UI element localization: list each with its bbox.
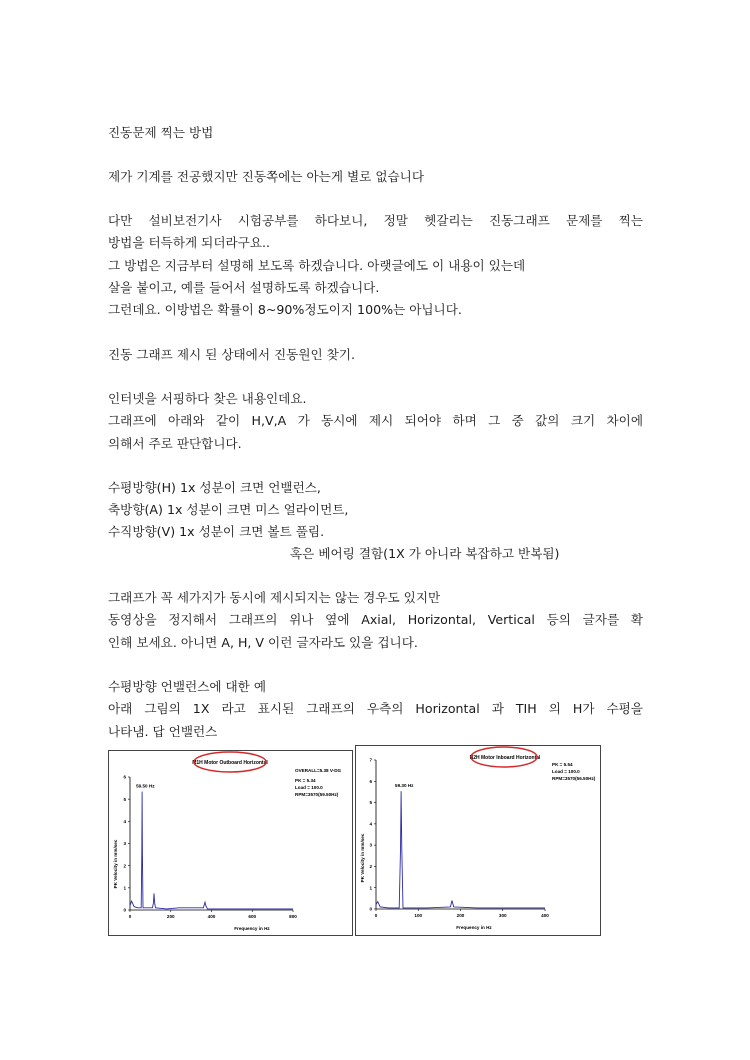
chart-title: M1H Motor Outboard Horizontal	[192, 760, 268, 766]
chart-xlabel: Frequency in Hz	[234, 926, 270, 931]
paragraph-12b: 나타냄. 답 언밸런스	[108, 724, 218, 739]
y-tick-label: 2	[369, 864, 372, 870]
x-tick-label: 400	[207, 914, 216, 919]
y-tick-label: 4	[123, 818, 126, 824]
x-tick-label: 200	[456, 913, 465, 918]
chart-ylabel: PK Velocity in mm/sec	[360, 833, 365, 883]
y-tick-label: 3	[123, 841, 126, 847]
y-tick-label: 3	[369, 842, 372, 848]
vertical-rule-line: 수직방향(V) 1x 성분이 크면 볼트 풀림.	[108, 524, 325, 539]
y-tick-label: 7	[369, 757, 372, 763]
chart-info-rpm: RPM=3570(56.50Hz)	[552, 776, 596, 781]
chart-info-pk: PK = 5.54	[552, 762, 573, 767]
y-tick-label: 0	[123, 907, 126, 913]
chart-info-pk: PK = 5.34	[295, 778, 316, 783]
paragraph-5: 그런데요. 이방법은 확률이 8~90%정도이지 100%는 아닙니다.	[108, 302, 462, 317]
paragraph-8a: 그래프에 아래와 같이 H,V,A 가 동시에 제시 되어야 하며 그 중 값의 크기 차이에	[108, 413, 643, 428]
x-tick-label: 200	[166, 914, 175, 919]
y-tick-label: 6	[123, 774, 126, 780]
y-tick-label: 5	[123, 796, 126, 802]
y-tick-label: 1	[369, 885, 372, 891]
x-tick-label: 0	[128, 914, 132, 919]
x-tick-label: 0	[374, 913, 378, 918]
paragraph-10b: 인해 보세요. 아니면 A, H, V 이런 글자라도 있을 겁니다.	[108, 635, 418, 650]
peak-label: 59.30 Hz	[395, 783, 414, 789]
y-tick-label: 6	[369, 778, 372, 784]
paragraph-6: 진동 그래프 제시 된 상태에서 진동원인 찾기.	[108, 347, 356, 362]
paragraph-3: 그 방법은 지금부터 설명해 보도록 하겠습니다. 아랫글에도 이 내용이 있는데	[108, 258, 526, 273]
spectrum-chart-n2h	[355, 745, 601, 936]
chart-xlabel: Frequency in Hz	[456, 925, 492, 930]
y-tick-label: 4	[369, 821, 372, 827]
paragraph-2b: 방법을 터득하게 되더라구요..	[108, 235, 270, 250]
x-tick-label: 300	[498, 913, 507, 918]
spectrum-chart-m1h	[108, 750, 353, 936]
y-tick-label: 0	[369, 906, 372, 912]
paragraph-4: 살을 붙이고, 예를 들어서 설명하도록 하겠습니다.	[108, 280, 380, 295]
spectrum-series-line	[376, 791, 545, 908]
axial-rule-line: 축방향(A) 1x 성분이 크면 미스 얼라이먼트,	[108, 502, 349, 517]
paragraph-12a: 아래 그림의 1X 라고 표시된 그래프의 우측의 Horizontal 과 TIH 의 H가 수평을	[108, 701, 643, 716]
chart-info-load: Load = 100.0	[295, 785, 323, 790]
y-tick-label: 5	[369, 800, 372, 806]
bearing-rule-line: 혹은 베어링 결함(1X 가 아니라 복잡하고 반복됨)	[290, 546, 560, 561]
chart-title: N2H Motor Inboard Horizontal	[469, 755, 541, 761]
x-tick-label: 400	[541, 913, 549, 918]
spectrum-chart-m1h-svg	[109, 751, 352, 935]
example-heading: 수평방향 언밸런스에 대한 예	[108, 679, 266, 694]
x-tick-label: 800	[289, 914, 297, 919]
chart-ylabel: PK Velocity in mm/sec	[113, 839, 118, 889]
paragraph-7: 인터넷을 서핑하다 찾은 내용인데요.	[108, 391, 307, 406]
peak-label: 59.50 Hz	[136, 783, 155, 789]
x-tick-label: 600	[248, 914, 257, 919]
spectrum-series-line	[130, 792, 293, 909]
chart-info-load: Load = 100.0	[552, 769, 580, 774]
y-tick-label: 2	[123, 863, 126, 869]
paragraph-8b: 의해서 주로 판단합니다.	[108, 436, 242, 451]
spectrum-chart-n2h-svg	[356, 746, 600, 935]
chart-info-overall: OVERALL=5.38 V-DG	[295, 768, 342, 773]
x-tick-label: 100	[414, 913, 423, 918]
paragraph-1: 제가 기계를 전공했지만 진동쪽에는 아는게 별로 없습니다	[108, 169, 424, 184]
paragraph-10a: 동영상을 정지해서 그래프의 위나 옆에 Axial, Horizontal, Vertical 등의 글자를 확	[108, 612, 643, 627]
paragraph-9: 그래프가 꼭 세가지가 동시에 제시되지는 않는 경우도 있지만	[108, 590, 441, 605]
document-title: 진동문제 찍는 방법	[108, 125, 214, 140]
y-tick-label: 1	[123, 885, 126, 891]
paragraph-2a: 다만 설비보전기사 시험공부를 하다보니, 정말 헷갈리는 진동그래프 문제를 찍는	[108, 213, 643, 228]
chart-info-rpm: RPM=3570(59.50Hz)	[295, 792, 339, 797]
horizontal-rule-line: 수평방향(H) 1x 성분이 크면 언밸런스,	[108, 480, 321, 495]
